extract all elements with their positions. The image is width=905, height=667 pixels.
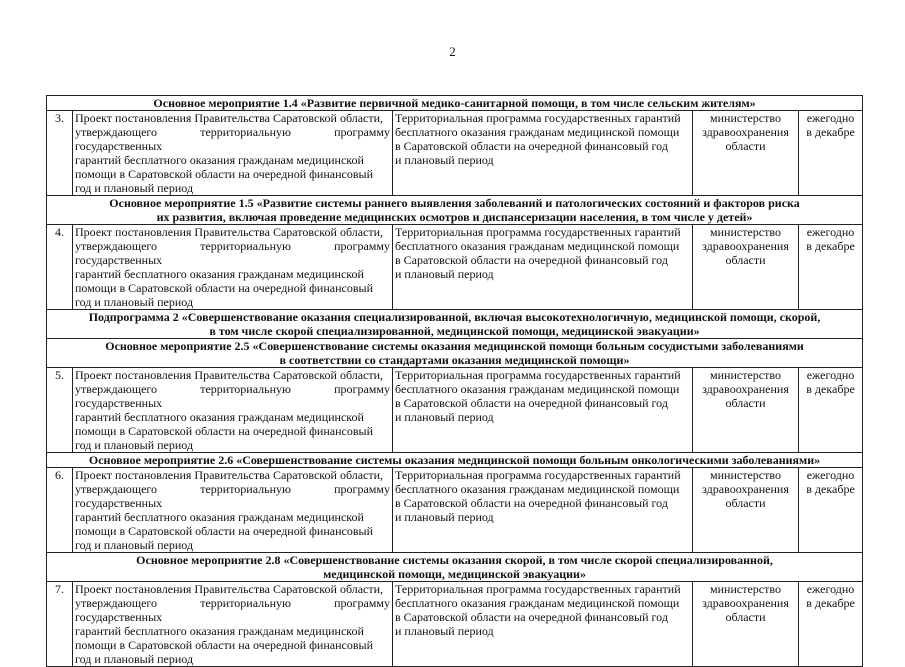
document-basis-line: и плановый период (395, 410, 494, 424)
executor-line: здравоохранения (702, 382, 789, 396)
document-title-line: год и плановый период (75, 295, 194, 309)
document-basis-line: бесплатного оказания гражданам медицинской помощи (395, 239, 680, 253)
document-basis (393, 582, 693, 667)
section-heading-line: Основное мероприятие 2.6 «Совершенствование системы оказания медицинской помощи больным онкологическими заболеваниями» (88, 453, 821, 467)
deadline-line: ежегодно (806, 111, 855, 125)
executor-line: области (725, 610, 766, 624)
document-title-line: гарантий бесплатного оказания гражданам медицинской (75, 510, 364, 524)
row-number: 5. (47, 368, 73, 453)
document-title-line: год и плановый период (75, 438, 194, 452)
row-number: 4. (47, 225, 73, 310)
page-number: 2 (449, 44, 456, 59)
document-basis-line: в Саратовской области на очередной финансовый год (395, 253, 668, 267)
document-basis (393, 111, 693, 196)
document-basis-line: Территориальная программа государственных гарантий (395, 582, 681, 596)
section-heading (47, 553, 863, 582)
executor-line: здравоохранения (702, 125, 789, 139)
section-heading-row (47, 553, 863, 582)
document-title-line: помощи в Саратовской области на очередной финансовый (75, 424, 373, 438)
deadline (799, 468, 863, 553)
section-heading-line: в соответствии со стандартами оказания медицинской помощи» (279, 353, 630, 367)
document-basis-line: бесплатного оказания гражданам медицинской помощи (395, 482, 680, 496)
section-heading-row (47, 453, 863, 468)
executor-line: здравоохранения (702, 239, 789, 253)
document-basis (393, 225, 693, 310)
document-basis-line: в Саратовской области на очередной финансовый год (395, 610, 668, 624)
executor-line: здравоохранения (702, 482, 789, 496)
executor-line: здравоохранения (702, 596, 789, 610)
section-heading-line: Подпрограмма 2 «Совершенствование оказания специализированной, включая высокотехнологичную, медицинской помощи, скорой, (88, 310, 821, 324)
section-heading-line: медицинской помощи, медицинской эвакуации» (323, 567, 586, 581)
executor-line: министерство (710, 468, 781, 482)
row-number: 6. (47, 468, 73, 553)
section-heading (47, 196, 863, 225)
table-row (47, 368, 863, 453)
measures-table-body (47, 96, 863, 667)
deadline-line: ежегодно (806, 582, 855, 596)
executor (693, 111, 799, 196)
deadline-line: в декабре (806, 382, 855, 396)
section-heading (47, 453, 863, 468)
section-heading-line: их развития, включая проведение медицинских осмотров и диспансеризации населения, в том числе у детей» (156, 210, 753, 224)
section-heading (47, 96, 863, 111)
document-title-line: гарантий бесплатного оказания гражданам медицинской (75, 267, 364, 281)
document-basis-line: бесплатного оказания гражданам медицинской помощи (395, 596, 680, 610)
deadline-line: в декабре (806, 239, 855, 253)
document-basis-line: и плановый период (395, 267, 494, 281)
document-basis-line: Территориальная программа государственных гарантий (395, 111, 681, 125)
deadline-line: в декабре (806, 125, 855, 139)
table-row (47, 582, 863, 667)
document-title-line: Проект постановления Правительства Саратовской области, (75, 582, 384, 596)
deadline (799, 111, 863, 196)
deadline (799, 225, 863, 310)
measures-table (46, 95, 863, 667)
document-title-line: Проект постановления Правительства Саратовской области, (75, 225, 384, 239)
document-title-line: помощи в Саратовской области на очередной финансовый (75, 638, 373, 652)
document-basis-line: Территориальная программа государственных гарантий (395, 225, 681, 239)
document-title-line: утверждающего территориальную программу государственных (75, 482, 390, 510)
deadline-line: в декабре (806, 596, 855, 610)
section-heading-line: Основное мероприятие 2.8 «Совершенствование системы оказания скорой, в том числе скорой специализированной, (136, 553, 773, 567)
document-basis-line: бесплатного оказания гражданам медицинской помощи (395, 125, 680, 139)
deadline-line: ежегодно (806, 468, 855, 482)
section-heading (47, 339, 863, 368)
document-title (73, 368, 393, 453)
document-basis-line: Территориальная программа государственных гарантий (395, 368, 681, 382)
deadline-line: ежегодно (806, 225, 855, 239)
document-basis-line: и плановый период (395, 510, 494, 524)
document-title-line: утверждающего территориальную программу государственных (75, 596, 390, 624)
document-title-line: гарантий бесплатного оказания гражданам медицинской (75, 410, 364, 424)
table-row (47, 111, 863, 196)
deadline-line: в декабре (806, 482, 855, 496)
document-title-line: Проект постановления Правительства Саратовской области, (75, 468, 384, 482)
document-basis (393, 368, 693, 453)
document-title-line: Проект постановления Правительства Саратовской области, (75, 111, 384, 125)
document-title-line: гарантий бесплатного оказания гражданам медицинской (75, 153, 364, 167)
document-title-line: год и плановый период (75, 538, 194, 552)
executor (693, 582, 799, 667)
deadline (799, 368, 863, 453)
deadline (799, 582, 863, 667)
document-basis-line: Территориальная программа государственных гарантий (395, 468, 681, 482)
document-title-line: утверждающего территориальную программу государственных (75, 382, 390, 410)
document-title-line: помощи в Саратовской области на очередной финансовый (75, 167, 373, 181)
document-title-line: гарантий бесплатного оказания гражданам медицинской (75, 624, 364, 638)
executor-line: области (725, 253, 766, 267)
document-title-line: помощи в Саратовской области на очередной финансовый (75, 524, 373, 538)
deadline-line: ежегодно (806, 368, 855, 382)
document-basis (393, 468, 693, 553)
executor (693, 368, 799, 453)
section-heading-row (47, 96, 863, 111)
row-number: 7. (47, 582, 73, 667)
document-title-line: утверждающего территориальную программу государственных (75, 239, 390, 267)
document-basis-line: в Саратовской области на очередной финансовый год (395, 139, 668, 153)
section-heading (47, 310, 863, 339)
document-title-line: помощи в Саратовской области на очередной финансовый (75, 281, 373, 295)
document-basis-line: бесплатного оказания гражданам медицинской помощи (395, 382, 680, 396)
section-heading-line: Основное мероприятие 1.5 «Развитие системы раннего выявления заболеваний и патологических состояний и факторов риска (109, 196, 800, 210)
document-basis-line: и плановый период (395, 153, 494, 167)
table-row (47, 225, 863, 310)
executor-line: области (725, 396, 766, 410)
section-heading-row (47, 196, 863, 225)
row-number: 3. (47, 111, 73, 196)
document-title (73, 468, 393, 553)
document-title-line: год и плановый период (75, 652, 194, 666)
executor-line: министерство (710, 225, 781, 239)
executor-line: области (725, 496, 766, 510)
section-heading-row (47, 339, 863, 368)
executor-line: области (725, 139, 766, 153)
table-row (47, 468, 863, 553)
executor (693, 468, 799, 553)
executor-line: министерство (710, 111, 781, 125)
document-basis-line: и плановый период (395, 624, 494, 638)
document-basis-line: в Саратовской области на очередной финансовый год (395, 496, 668, 510)
document-title (73, 582, 393, 667)
document-title-line: Проект постановления Правительства Саратовской области, (75, 368, 384, 382)
section-heading-line: Основное мероприятие 2.5 «Совершенствование системы оказания медицинской помощи больным сосудистыми заболеваниями (105, 339, 804, 353)
document-title-line: утверждающего территориальную программу государственных (75, 125, 390, 153)
section-heading-line: в том числе скорой специализированной, медицинской помощи, медицинской эвакуации» (209, 324, 700, 338)
document-title (73, 225, 393, 310)
document-title-line: год и плановый период (75, 181, 194, 195)
document-title (73, 111, 393, 196)
section-heading-line: Основное мероприятие 1.4 «Развитие первичной медико-санитарной помощи, в том числе сельским жителям» (153, 96, 756, 110)
executor-line: министерство (710, 582, 781, 596)
executor-line: министерство (710, 368, 781, 382)
section-heading-row (47, 310, 863, 339)
executor (693, 225, 799, 310)
document-basis-line: в Саратовской области на очередной финансовый год (395, 396, 668, 410)
